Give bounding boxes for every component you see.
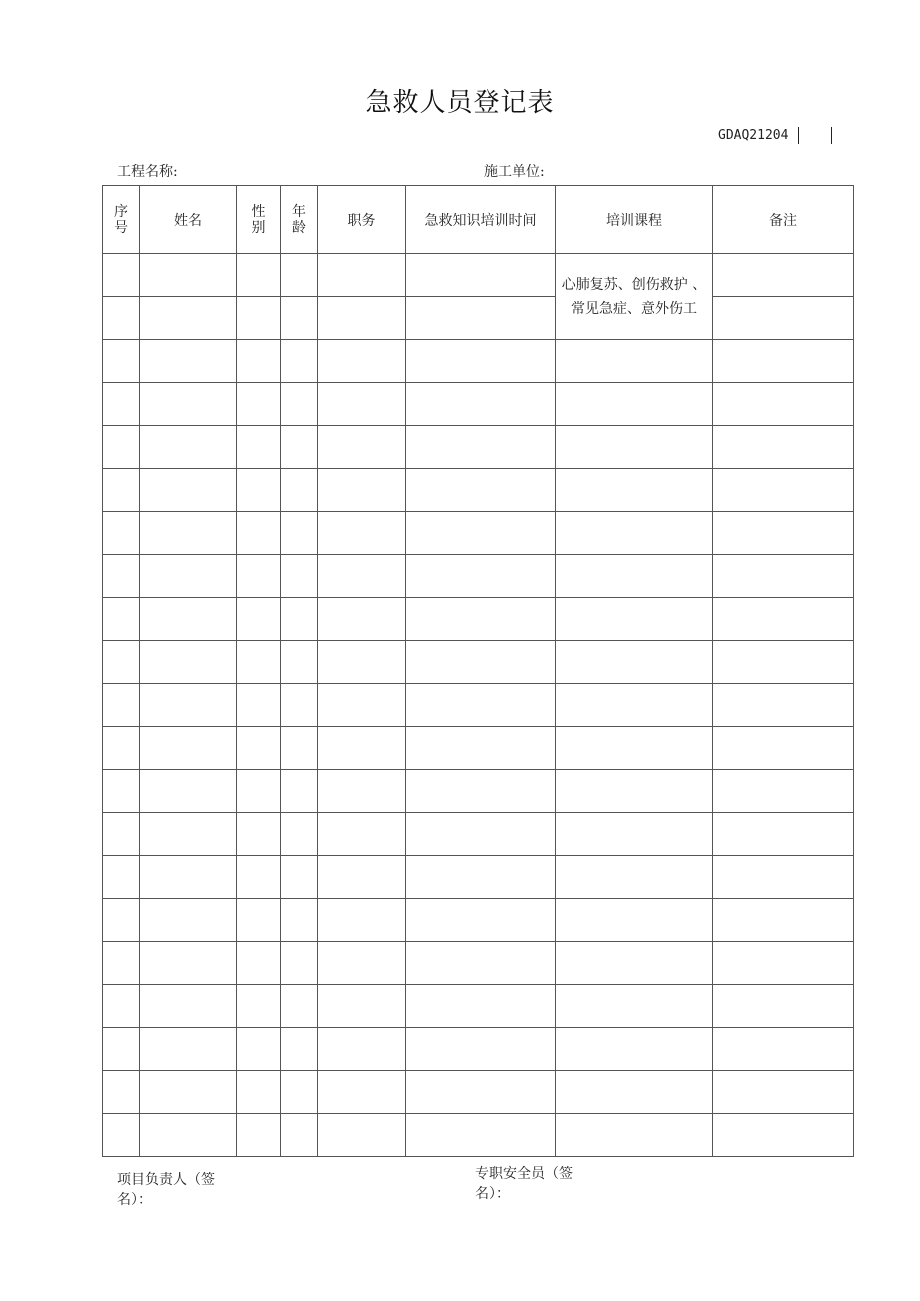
- cell-gender: [237, 684, 281, 727]
- cell-gender: [237, 1114, 281, 1157]
- cell-seq: [103, 383, 140, 426]
- cell-gender: [237, 383, 281, 426]
- cell-seq: [103, 942, 140, 985]
- table-row: [103, 1114, 854, 1157]
- cell-course: [556, 641, 713, 684]
- cell-name: [140, 856, 237, 899]
- cell-training-time: [406, 598, 556, 641]
- header-course: 培训课程: [556, 186, 713, 254]
- cell-name: [140, 426, 237, 469]
- cell-gender: [237, 426, 281, 469]
- table-row: [103, 856, 854, 899]
- cell-course: [556, 727, 713, 770]
- table-row: [103, 512, 854, 555]
- cell-seq: [103, 727, 140, 770]
- cell-seq: [103, 598, 140, 641]
- cell-remark: [713, 1114, 854, 1157]
- cell-course: [556, 512, 713, 555]
- cell-seq: [103, 340, 140, 383]
- cell-course: [556, 813, 713, 856]
- table-row: [103, 426, 854, 469]
- cell-remark: [713, 727, 854, 770]
- cell-name: [140, 1071, 237, 1114]
- cell-name: [140, 1114, 237, 1157]
- cell-remark: [713, 985, 854, 1028]
- project-manager-signature-label: 项目负责人（签名）：: [117, 1172, 215, 1208]
- cell-training-time: [406, 1071, 556, 1114]
- header-seq: 序号: [103, 186, 140, 254]
- header-age: 年龄: [281, 186, 318, 254]
- cell-seq: [103, 1114, 140, 1157]
- cell-training-time: [406, 727, 556, 770]
- cell-remark: [713, 254, 854, 297]
- table-row: [103, 469, 854, 512]
- header-training-time: 急救知识培训时间: [406, 186, 556, 254]
- table-row: [103, 684, 854, 727]
- cell-remark: [713, 555, 854, 598]
- cell-position: [318, 727, 406, 770]
- construction-unit-label: 施工单位:: [484, 164, 545, 180]
- cell-name: [140, 254, 237, 297]
- project-name-label: 工程名称:: [117, 164, 178, 180]
- cell-gender: [237, 555, 281, 598]
- table-row: [103, 297, 854, 340]
- header-gender: 性别: [237, 186, 281, 254]
- cell-training-time: [406, 813, 556, 856]
- cell-age: [281, 383, 318, 426]
- cell-gender: [237, 340, 281, 383]
- cell-seq: [103, 856, 140, 899]
- cell-gender: [237, 770, 281, 813]
- cell-age: [281, 899, 318, 942]
- cell-name: [140, 684, 237, 727]
- cell-course: [556, 469, 713, 512]
- cell-seq: [103, 512, 140, 555]
- cell-name: [140, 813, 237, 856]
- cell-remark: [713, 856, 854, 899]
- cell-position: [318, 942, 406, 985]
- cell-age: [281, 856, 318, 899]
- cell-training-time: [406, 770, 556, 813]
- cell-gender: [237, 469, 281, 512]
- cell-name: [140, 297, 237, 340]
- cell-course: [556, 383, 713, 426]
- cell-course: [556, 555, 713, 598]
- table-header-row: [103, 186, 854, 254]
- cell-course: [556, 770, 713, 813]
- cell-name: [140, 942, 237, 985]
- cell-gender: [237, 1028, 281, 1071]
- table-row: [103, 727, 854, 770]
- cell-training-time: [406, 684, 556, 727]
- registration-table: [102, 185, 854, 1157]
- cell-remark: [713, 297, 854, 340]
- cell-position: [318, 469, 406, 512]
- table-row: [103, 598, 854, 641]
- cell-remark: [713, 899, 854, 942]
- cell-position: [318, 254, 406, 297]
- table-row: [103, 899, 854, 942]
- cell-position: [318, 383, 406, 426]
- cell-name: [140, 340, 237, 383]
- cell-age: [281, 770, 318, 813]
- cell-training-time: [406, 469, 556, 512]
- cell-training-time: [406, 297, 556, 340]
- cell-age: [281, 727, 318, 770]
- cell-course: [556, 426, 713, 469]
- cell-position: [318, 770, 406, 813]
- cell-position: [318, 555, 406, 598]
- cell-name: [140, 598, 237, 641]
- cell-name: [140, 383, 237, 426]
- cell-position: [318, 813, 406, 856]
- cell-training-time: [406, 383, 556, 426]
- cell-seq: [103, 641, 140, 684]
- cell-seq: [103, 813, 140, 856]
- header-remark: 备注: [713, 186, 854, 254]
- cell-course: [556, 340, 713, 383]
- cell-training-time: [406, 512, 556, 555]
- table-row: [103, 985, 854, 1028]
- cell-age: [281, 254, 318, 297]
- cell-training-time: [406, 899, 556, 942]
- cell-course: [556, 856, 713, 899]
- cell-gender: [237, 899, 281, 942]
- cell-remark: [713, 1071, 854, 1114]
- cell-seq: [103, 254, 140, 297]
- code-divider: [798, 127, 799, 144]
- cell-name: [140, 641, 237, 684]
- cell-name: [140, 555, 237, 598]
- cell-seq: [103, 985, 140, 1028]
- cell-remark: [713, 383, 854, 426]
- cell-remark: [713, 641, 854, 684]
- page-title: 急救人员登记表: [365, 88, 555, 118]
- cell-gender: [237, 813, 281, 856]
- cell-age: [281, 1028, 318, 1071]
- cell-name: [140, 770, 237, 813]
- table-row: [103, 813, 854, 856]
- cell-remark: [713, 512, 854, 555]
- cell-course: [556, 1071, 713, 1114]
- cell-position: [318, 684, 406, 727]
- cell-age: [281, 340, 318, 383]
- table-row: [103, 1028, 854, 1071]
- cell-course: [556, 985, 713, 1028]
- cell-position: [318, 856, 406, 899]
- safety-officer-signature-label: 专职安全员（签名）：: [475, 1166, 573, 1202]
- cell-age: [281, 598, 318, 641]
- cell-position: [318, 1114, 406, 1157]
- cell-seq: [103, 426, 140, 469]
- cell-position: [318, 340, 406, 383]
- cell-training-time: [406, 985, 556, 1028]
- cell-age: [281, 1071, 318, 1114]
- header-name: 姓名: [140, 186, 237, 254]
- table-row: [103, 1071, 854, 1114]
- cell-position: [318, 598, 406, 641]
- cell-position: [318, 512, 406, 555]
- table-row: [103, 942, 854, 985]
- cell-seq: [103, 1071, 140, 1114]
- cell-training-time: [406, 426, 556, 469]
- cell-training-time: [406, 1114, 556, 1157]
- table-row: [103, 340, 854, 383]
- cell-age: [281, 426, 318, 469]
- cell-gender: [237, 727, 281, 770]
- cell-seq: [103, 297, 140, 340]
- table-row: [103, 254, 854, 297]
- cell-seq: [103, 469, 140, 512]
- cell-position: [318, 1071, 406, 1114]
- cell-age: [281, 512, 318, 555]
- cell-course: [556, 1114, 713, 1157]
- cell-course: [556, 899, 713, 942]
- cell-age: [281, 297, 318, 340]
- cell-training-time: [406, 641, 556, 684]
- cell-course: [556, 684, 713, 727]
- cell-name: [140, 727, 237, 770]
- cell-course: [556, 942, 713, 985]
- cell-gender: [237, 942, 281, 985]
- cell-course: [556, 1028, 713, 1071]
- cell-training-time: [406, 942, 556, 985]
- cell-name: [140, 469, 237, 512]
- cell-seq: [103, 899, 140, 942]
- cell-gender: [237, 297, 281, 340]
- table-row: [103, 641, 854, 684]
- cell-position: [318, 641, 406, 684]
- cell-remark: [713, 770, 854, 813]
- cell-position: [318, 1028, 406, 1071]
- cell-gender: [237, 985, 281, 1028]
- cell-name: [140, 899, 237, 942]
- cell-seq: [103, 555, 140, 598]
- cell-training-time: [406, 254, 556, 297]
- cell-gender: [237, 598, 281, 641]
- cell-gender: [237, 512, 281, 555]
- cell-position: [318, 297, 406, 340]
- cell-name: [140, 1028, 237, 1071]
- cell-remark: [713, 942, 854, 985]
- cell-training-time: [406, 340, 556, 383]
- cell-course-text: 心肺复苏、创伤救护 、常见急症、意外伤工: [556, 254, 713, 340]
- cell-training-time: [406, 555, 556, 598]
- cell-seq: [103, 684, 140, 727]
- cell-remark: [713, 426, 854, 469]
- form-code: [718, 128, 788, 143]
- cell-age: [281, 555, 318, 598]
- cell-age: [281, 985, 318, 1028]
- cell-position: [318, 426, 406, 469]
- table-row: [103, 383, 854, 426]
- table-row: [103, 770, 854, 813]
- cell-age: [281, 641, 318, 684]
- cell-training-time: [406, 1028, 556, 1071]
- cell-name: [140, 985, 237, 1028]
- table-row: [103, 555, 854, 598]
- cell-training-time: [406, 856, 556, 899]
- cell-age: [281, 469, 318, 512]
- header-position: 职务: [318, 186, 406, 254]
- cell-remark: [713, 813, 854, 856]
- cell-remark: [713, 469, 854, 512]
- cell-age: [281, 684, 318, 727]
- cell-remark: [713, 1028, 854, 1071]
- cell-remark: [713, 598, 854, 641]
- cell-gender: [237, 1071, 281, 1114]
- cell-gender: [237, 254, 281, 297]
- code-divider: [831, 127, 832, 144]
- cell-seq: [103, 770, 140, 813]
- cell-course: [556, 598, 713, 641]
- cell-age: [281, 942, 318, 985]
- cell-name: [140, 512, 237, 555]
- cell-seq: [103, 1028, 140, 1071]
- cell-gender: [237, 641, 281, 684]
- cell-age: [281, 813, 318, 856]
- cell-remark: [713, 684, 854, 727]
- cell-position: [318, 899, 406, 942]
- cell-remark: [713, 340, 854, 383]
- cell-age: [281, 1114, 318, 1157]
- cell-gender: [237, 856, 281, 899]
- cell-position: [318, 985, 406, 1028]
- form-code-text: GDAQ21204: [718, 128, 789, 143]
